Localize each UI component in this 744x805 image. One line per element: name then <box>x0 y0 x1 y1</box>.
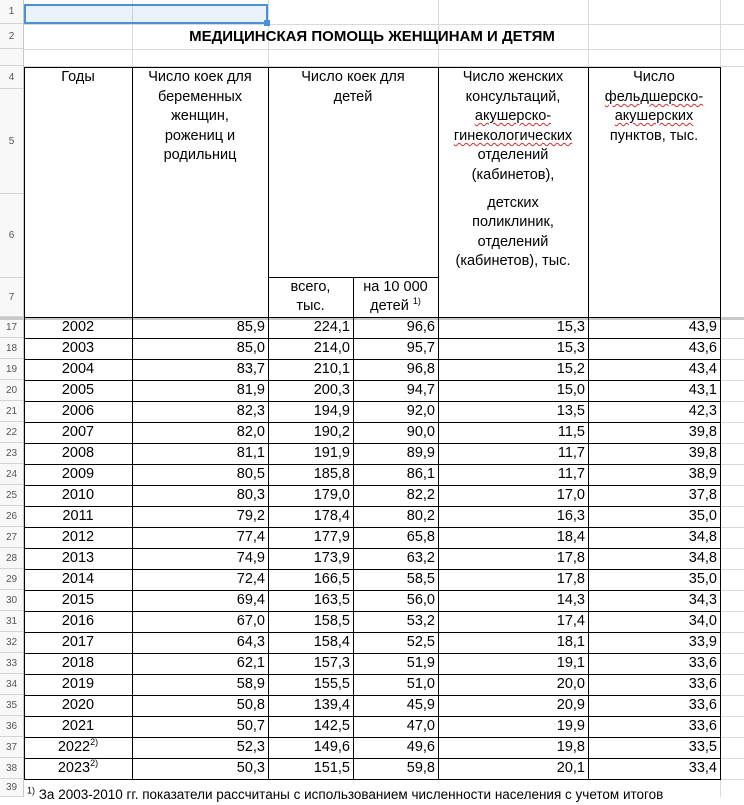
cell-beds-pregnant[interactable]: 80,3 <box>236 487 265 503</box>
footnote-mark: 1) <box>412 296 421 307</box>
year-value: 2007 <box>61 424 95 440</box>
cell-year[interactable] <box>24 339 132 359</box>
footnote <box>27 785 744 805</box>
header-line: акушерско- <box>474 108 552 124</box>
row-number[interactable]: 4 <box>0 66 23 89</box>
cell-beds-children-per10000[interactable]: 92,0 <box>406 403 435 419</box>
cell-beds-children-total[interactable]: 214,0 <box>313 340 350 356</box>
cell-year[interactable] <box>24 360 132 380</box>
row-number[interactable]: 6 <box>0 194 23 278</box>
cell-consultations[interactable]: 11,5 <box>557 424 585 440</box>
cell-consultations[interactable]: 17,4 <box>556 613 585 629</box>
cell-beds-children-per10000[interactable]: 82,2 <box>406 487 435 503</box>
row-number[interactable]: 22 <box>0 422 23 443</box>
header-line: беременных <box>157 89 243 105</box>
cell-beds-pregnant[interactable]: 52,3 <box>236 739 265 755</box>
cell-beds-children-per10000[interactable]: 80,2 <box>406 508 435 524</box>
cell-consultations[interactable]: 20,1 <box>556 760 585 776</box>
year-value: 2016 <box>61 613 95 629</box>
cell-beds-children-per10000[interactable]: 86,1 <box>406 466 435 482</box>
cell-beds-children-total[interactable]: 142,5 <box>313 718 350 734</box>
cell-year[interactable] <box>24 465 132 485</box>
cell-beds-children-total[interactable]: 210,1 <box>313 361 350 377</box>
row-number[interactable]: 17 <box>0 317 23 338</box>
cell-beds-pregnant[interactable]: 82,3 <box>236 403 265 419</box>
header-line: Число коек для <box>301 69 405 85</box>
cell-fap[interactable]: 33,5 <box>688 739 717 755</box>
year-value: 2022 <box>57 739 91 755</box>
cell-beds-children-total[interactable]: 191,9 <box>313 445 350 461</box>
cell-beds-children-total[interactable]: 158,4 <box>313 634 350 650</box>
cell-beds-children-per10000[interactable]: 96,6 <box>406 319 435 335</box>
year-value: 2004 <box>61 361 95 377</box>
cell-beds-pregnant[interactable]: 81,1 <box>236 445 265 461</box>
cell-beds-pregnant[interactable]: 83,7 <box>236 361 265 377</box>
year-value: 2021 <box>61 718 95 734</box>
cell-year[interactable] <box>24 486 132 506</box>
header-line: консультаций, <box>465 89 561 105</box>
cell-beds-pregnant[interactable]: 82,0 <box>236 424 265 440</box>
cell-fap[interactable]: 43,4 <box>688 361 717 377</box>
cell-year[interactable] <box>24 570 132 590</box>
row-number[interactable]: 18 <box>0 338 23 359</box>
cell-consultations[interactable]: 17,0 <box>556 487 585 503</box>
cell-consultations[interactable]: 18,1 <box>556 634 585 650</box>
header-line: рожениц и <box>164 128 236 144</box>
cell-beds-pregnant[interactable]: 74,9 <box>236 550 265 566</box>
cell-beds-children-per10000[interactable]: 53,2 <box>406 613 435 629</box>
header-years: Годы <box>61 69 95 85</box>
sheet-title: МЕДИЦИНСКАЯ ПОМОЩЬ ЖЕНЩИНАМ И ДЕТЯМ <box>189 28 555 45</box>
cell-year[interactable] <box>24 675 132 695</box>
row-number[interactable]: 26 <box>0 506 23 527</box>
cell-beds-children-per10000[interactable]: 58,5 <box>406 571 435 587</box>
cell-consultations[interactable]: 20,0 <box>556 676 585 692</box>
footnote-text: За 2003-2010 гг. показатели рассчитаны с использованием численности населения с учетом итогов <box>38 787 664 802</box>
cell-fap[interactable]: 33,6 <box>688 697 717 713</box>
cell-beds-pregnant[interactable]: 67,0 <box>236 613 265 629</box>
row-number-hidden[interactable] <box>0 49 23 66</box>
header-line: всего, <box>290 279 331 295</box>
cell-fap[interactable]: 34,0 <box>688 613 717 629</box>
cell-beds-children-total[interactable]: 194,9 <box>313 403 350 419</box>
cell-consultations[interactable]: 15,2 <box>556 361 585 377</box>
row-number[interactable]: 5 <box>0 89 23 194</box>
cell-consultations[interactable]: 19,8 <box>556 739 585 755</box>
header-line: поликлиник, <box>472 214 554 230</box>
year-value: 2014 <box>61 571 95 587</box>
header-line: отделений <box>477 147 549 163</box>
cell-year[interactable] <box>24 549 132 569</box>
cell-beds-children-total[interactable]: 173,9 <box>313 550 350 566</box>
header-line: акушерских <box>614 108 694 124</box>
cell-beds-children-total[interactable]: 200,3 <box>313 382 350 398</box>
footnote-mark: 2) <box>90 737 99 748</box>
row-number[interactable]: 36 <box>0 716 23 737</box>
year-value: 2023 <box>57 760 91 776</box>
header-line: Число <box>633 69 675 85</box>
cell-year[interactable] <box>24 507 132 527</box>
cell-beds-children-per10000[interactable]: 52,5 <box>406 634 435 650</box>
header-line: женщин, <box>171 108 229 124</box>
header-line: тыс. <box>296 298 325 314</box>
header-line: (кабинетов), <box>471 167 555 183</box>
year-value: 2017 <box>61 634 95 650</box>
footnote-mark: 1) <box>27 785 36 796</box>
row-number[interactable]: 21 <box>0 401 23 422</box>
year-value: 2003 <box>61 340 95 356</box>
cell-beds-pregnant[interactable]: 80,5 <box>236 466 265 482</box>
year-value: 2013 <box>61 550 95 566</box>
cell-beds-children-per10000[interactable]: 89,9 <box>406 445 435 461</box>
cell-beds-children-per10000[interactable]: 65,8 <box>406 529 435 545</box>
cell-beds-children-per10000[interactable]: 51,0 <box>406 676 435 692</box>
cell-beds-children-total[interactable]: 139,4 <box>313 697 350 713</box>
cell-consultations[interactable]: 20,9 <box>556 697 585 713</box>
cell-beds-pregnant[interactable]: 69,4 <box>236 592 265 608</box>
year-value: 2018 <box>61 655 95 671</box>
cell-consultations[interactable]: 16,3 <box>556 508 585 524</box>
cell-year[interactable] <box>24 759 132 779</box>
cell-beds-children-per10000[interactable]: 90,0 <box>406 424 435 440</box>
cell-beds-children-per10000[interactable]: 49,6 <box>406 739 435 755</box>
row-number[interactable]: 30 <box>0 590 23 611</box>
cell-consultations[interactable]: 19,1 <box>556 655 585 671</box>
cell-fap[interactable]: 35,0 <box>688 508 717 524</box>
cell-year[interactable] <box>24 402 132 422</box>
row-number[interactable]: 25 <box>0 485 23 506</box>
row-number[interactable]: 29 <box>0 569 23 590</box>
cell-beds-children-per10000[interactable]: 45,9 <box>406 697 435 713</box>
cell-beds-pregnant[interactable]: 85,0 <box>236 340 265 356</box>
cell-fap[interactable]: 34,3 <box>688 592 717 608</box>
cell-beds-pregnant[interactable]: 50,8 <box>236 697 265 713</box>
cell-fap[interactable]: 39,8 <box>688 445 717 461</box>
cell-beds-pregnant[interactable]: 79,2 <box>236 508 265 524</box>
cell-year[interactable] <box>24 717 132 737</box>
header-line: детей <box>370 298 409 314</box>
cell-beds-children-total[interactable]: 178,4 <box>313 508 350 524</box>
cell-fap[interactable]: 33,9 <box>688 634 717 650</box>
cell-beds-pregnant[interactable]: 85,9 <box>236 319 265 335</box>
cell-year[interactable] <box>24 528 132 548</box>
cell-fap[interactable]: 33,6 <box>688 718 717 734</box>
cell-year[interactable] <box>24 423 132 443</box>
footnote-mark: 2) <box>90 758 99 769</box>
year-value: 2006 <box>61 403 95 419</box>
row-number[interactable]: 34 <box>0 674 23 695</box>
row-number[interactable]: 31 <box>0 611 23 632</box>
cell-fap[interactable]: 38,9 <box>688 466 717 482</box>
header-line: отделений <box>477 234 549 250</box>
cell-beds-children-per10000[interactable]: 63,2 <box>406 550 435 566</box>
year-value: 2020 <box>61 697 95 713</box>
cell-beds-children-total[interactable]: 163,5 <box>313 592 350 608</box>
row-number[interactable]: 35 <box>0 695 23 716</box>
year-value: 2002 <box>61 319 95 335</box>
cell-fap[interactable]: 43,1 <box>688 382 717 398</box>
cell-consultations[interactable]: 17,8 <box>556 550 585 566</box>
header-line: фельдшерско- <box>604 89 704 105</box>
cell-fap[interactable]: 34,8 <box>688 550 717 566</box>
cell-beds-children-total[interactable]: 149,6 <box>313 739 350 755</box>
cell-consultations[interactable]: 11,7 <box>557 466 585 482</box>
table-border <box>24 779 721 780</box>
header-line-with-note <box>353 297 438 317</box>
row-number[interactable]: 27 <box>0 527 23 548</box>
cell-year[interactable] <box>24 591 132 611</box>
cell-beds-pregnant[interactable]: 58,9 <box>236 676 265 692</box>
year-value: 2010 <box>61 487 95 503</box>
header-line: родильниц <box>163 147 237 163</box>
cell-beds-children-per10000[interactable]: 94,7 <box>406 382 435 398</box>
cell-year[interactable] <box>24 612 132 632</box>
header-line: Число коек для <box>148 69 252 85</box>
cell-beds-pregnant[interactable]: 50,3 <box>236 760 265 776</box>
year-value: 2012 <box>61 529 95 545</box>
cell-fap[interactable]: 33,4 <box>688 760 717 776</box>
cell-consultations[interactable]: 19,9 <box>556 718 585 734</box>
row-header-column <box>0 0 24 797</box>
cell-fap[interactable]: 37,8 <box>688 487 717 503</box>
cell-fap[interactable]: 39,8 <box>688 424 717 440</box>
selected-cell-a1[interactable] <box>24 4 268 24</box>
cell-consultations[interactable]: 15,3 <box>556 340 585 356</box>
cell-beds-pregnant[interactable]: 77,4 <box>236 529 265 545</box>
header-line: детских <box>487 195 539 211</box>
cell-beds-children-per10000[interactable]: 47,0 <box>406 718 435 734</box>
cell-beds-pregnant[interactable]: 64,3 <box>236 634 265 650</box>
cell-consultations[interactable]: 11,7 <box>557 445 585 461</box>
cell-beds-children-total[interactable]: 190,2 <box>313 424 350 440</box>
cell-beds-children-per10000[interactable]: 96,8 <box>406 361 435 377</box>
header-line: гинекологических <box>453 128 573 144</box>
cell-beds-children-total[interactable]: 177,9 <box>313 529 350 545</box>
year-value: 2009 <box>61 466 95 482</box>
cell-beds-children-total[interactable]: 185,8 <box>313 466 350 482</box>
cell-beds-children-total[interactable]: 224,1 <box>313 319 350 335</box>
cell-fap[interactable]: 43,9 <box>688 319 717 335</box>
cell-year[interactable] <box>24 381 132 401</box>
cell-beds-pregnant[interactable]: 62,1 <box>236 655 265 671</box>
fill-handle[interactable] <box>264 20 270 26</box>
cell-year[interactable] <box>24 633 132 653</box>
cell-consultations[interactable]: 15,0 <box>556 382 585 398</box>
row-number[interactable]: 37 <box>0 737 23 758</box>
year-value: 2005 <box>61 382 95 398</box>
cell-beds-pregnant[interactable]: 72,4 <box>236 571 265 587</box>
cell-beds-children-total[interactable]: 151,5 <box>313 760 350 776</box>
row-number[interactable]: 24 <box>0 464 23 485</box>
cell-fap[interactable]: 35,0 <box>688 571 717 587</box>
year-value: 2011 <box>62 508 94 524</box>
cell-beds-children-total[interactable]: 166,5 <box>313 571 350 587</box>
header-line: (кабинетов), тыс. <box>455 253 571 269</box>
cell-year[interactable] <box>24 654 132 674</box>
header-line: пунктов, тыс. <box>609 128 699 144</box>
row-number[interactable]: 20 <box>0 380 23 401</box>
header-line: Число женских <box>462 69 564 85</box>
row-number[interactable]: 39 <box>0 779 23 797</box>
row-number[interactable]: 1 <box>0 0 23 24</box>
cell-beds-children-per10000[interactable]: 56,0 <box>406 592 435 608</box>
cell-beds-children-total[interactable]: 179,0 <box>313 487 350 503</box>
row-number[interactable]: 23 <box>0 443 23 464</box>
cell-beds-pregnant[interactable]: 81,9 <box>236 382 265 398</box>
cell-beds-children-per10000[interactable]: 51,9 <box>406 655 435 671</box>
row-number[interactable]: 33 <box>0 653 23 674</box>
cell-year[interactable] <box>24 738 132 758</box>
cell-consultations[interactable]: 14,3 <box>556 592 585 608</box>
cell-fap[interactable]: 33,6 <box>688 676 717 692</box>
cell-consultations[interactable]: 15,3 <box>556 319 585 335</box>
row-number[interactable]: 7 <box>0 278 23 317</box>
cell-fap[interactable]: 43,6 <box>688 340 717 356</box>
cell-beds-children-per10000[interactable]: 59,8 <box>406 760 435 776</box>
cell-beds-pregnant[interactable]: 50,7 <box>236 718 265 734</box>
cell-consultations[interactable]: 17,8 <box>556 571 585 587</box>
header-line: на 10 000 <box>363 279 428 295</box>
row-number[interactable]: 28 <box>0 548 23 569</box>
cell-consultations[interactable]: 13,5 <box>556 403 585 419</box>
header-line: детей <box>333 89 373 105</box>
cell-beds-children-total[interactable]: 155,5 <box>313 676 350 692</box>
cell-fap[interactable]: 42,3 <box>688 403 717 419</box>
year-value: 2008 <box>61 445 95 461</box>
cell-fap[interactable]: 34,8 <box>688 529 717 545</box>
cell-beds-children-total[interactable]: 157,3 <box>313 655 350 671</box>
year-value: 2015 <box>61 592 95 608</box>
cell-year[interactable] <box>24 696 132 716</box>
cell-year[interactable] <box>24 318 132 338</box>
row-number[interactable]: 19 <box>0 359 23 380</box>
cell-beds-children-per10000[interactable]: 95,7 <box>406 340 435 356</box>
cell-year[interactable] <box>24 444 132 464</box>
row-number[interactable]: 38 <box>0 758 23 779</box>
cell-consultations[interactable]: 18,4 <box>556 529 585 545</box>
cell-beds-children-total[interactable]: 158,5 <box>313 613 350 629</box>
cell-fap[interactable]: 33,6 <box>688 655 717 671</box>
row-number[interactable]: 32 <box>0 632 23 653</box>
row-number[interactable]: 2 <box>0 24 23 49</box>
year-value: 2019 <box>61 676 95 692</box>
